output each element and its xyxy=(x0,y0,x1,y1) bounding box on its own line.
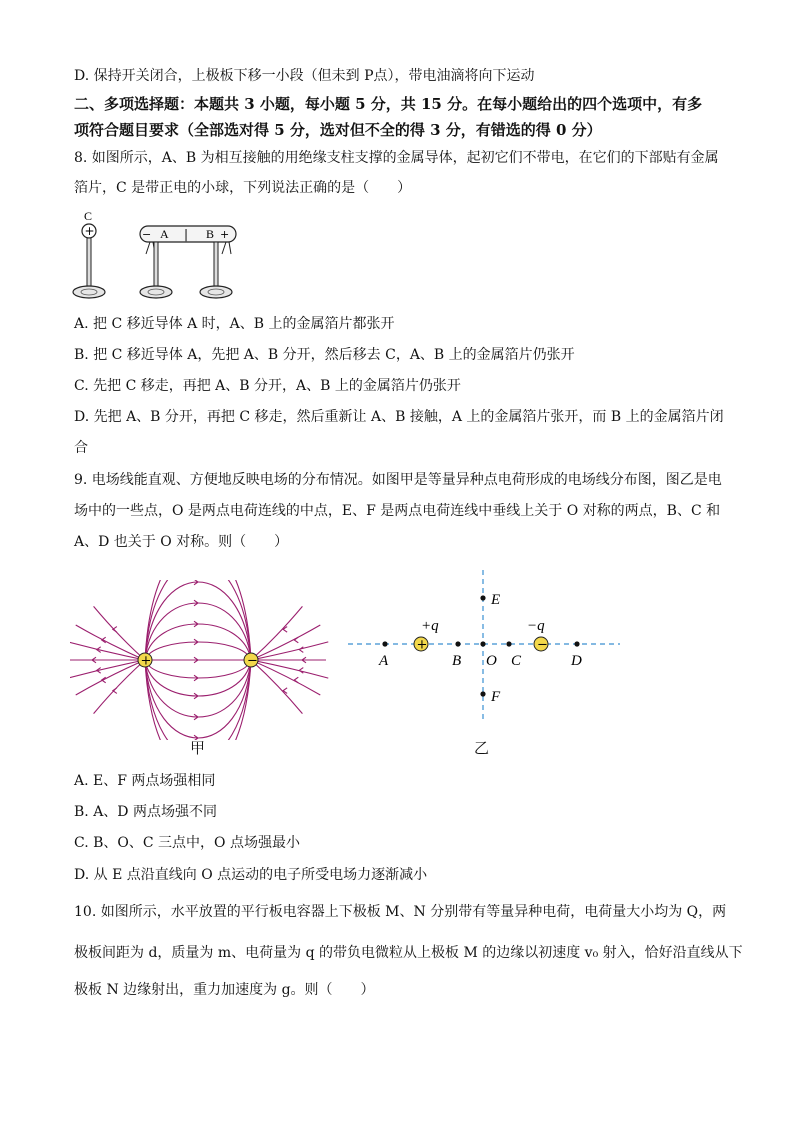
conductor-separator: | xyxy=(184,227,189,241)
field-line-in-5 xyxy=(251,606,302,660)
q10-stem-line1: 10. 如图所示，水平放置的平行板电容器上下极板 M、N 分别带有等量异种电荷，电荷量大小均为 Q，两 xyxy=(74,904,727,920)
label-plus-q: +q xyxy=(421,618,439,634)
point-e xyxy=(480,595,485,600)
label-minus-q: −q xyxy=(527,618,545,634)
q9-stem-line3: A、D 也关于 O 对称。则（ ） xyxy=(74,534,289,550)
q8-option-a: A. 把 C 移近导体 A 时，A、B 上的金属箔片都张开 xyxy=(74,316,395,332)
stand-a-base xyxy=(140,286,172,298)
ball-c-label: C xyxy=(84,209,93,223)
field-arrow-in-2 xyxy=(299,647,303,653)
stand-a-rod xyxy=(154,242,158,288)
q7-option-d: D. 保持开关闭合，上极板下移一小段（但未到 P点），带电油滴将向下运动 xyxy=(74,68,535,84)
field-line-out-0 xyxy=(76,660,145,695)
point-d xyxy=(574,641,579,646)
stand-b-base xyxy=(200,286,232,298)
q9-option-c: C. B、O、C 三点中，O 点场强最小 xyxy=(74,835,300,851)
field-line-arc-2-up xyxy=(145,603,251,660)
point-f xyxy=(480,691,485,696)
conductor-b-label: B xyxy=(206,227,215,241)
stand-c-rod xyxy=(87,238,91,288)
q8-option-d-line2: 合 xyxy=(74,440,88,456)
field-line-out-4 xyxy=(94,660,145,714)
field-line-in-2 xyxy=(251,642,328,660)
q10-stem-line2: 极板间距为 d，质量为 m、电荷量为 q 的带负电微粒从上极板 M 的边缘以初速度 v₀ 射入，恰好沿直线从下 xyxy=(74,945,743,961)
charge-minus-sign: − xyxy=(537,637,548,653)
field-line-arc-2-low xyxy=(145,660,251,717)
figure-yi-caption: 乙 xyxy=(474,739,490,757)
field-line-in-1 xyxy=(251,660,328,678)
point-o xyxy=(480,641,485,646)
figure-jia-caption: 甲 xyxy=(190,739,206,757)
field-line-out-1 xyxy=(70,660,145,678)
conductor-b-plus: + xyxy=(220,228,230,241)
q8-stem-line2: 箔片，C 是带正电的小球，下列说法正确的是（ ） xyxy=(74,180,412,196)
label-b: B xyxy=(452,653,462,669)
conductor-a-label: A xyxy=(160,227,169,241)
label-d: D xyxy=(571,653,582,669)
points-figure xyxy=(345,568,625,728)
section2-heading-line1: 二、多项选择题：本题共 3 小题，每小题 5 分，共 15 分。在每小题给出的四个选项中，有多 xyxy=(74,95,703,113)
ball-c-plus: + xyxy=(84,224,95,238)
q9-stem-line2: 场中的一些点，O 是两点电荷连线的中点，E、F 是两点电荷连线中垂线上关于 O 对称的两点，B、C 和 xyxy=(74,503,721,519)
stand-c-base xyxy=(73,286,105,298)
field-lines xyxy=(70,580,328,740)
field-line-in-4 xyxy=(251,660,302,714)
field-line-in-3 xyxy=(251,625,320,660)
field-arrow-out-4 xyxy=(113,688,117,694)
label-a: A xyxy=(379,653,389,669)
q9-option-d: D. 从 E 点沿直线向 O 点运动的电子所受电场力逐渐减小 xyxy=(74,867,428,883)
q8-option-d-line1: D. 先把 A、B 分开，再把 C 移走，然后重新让 A、B 接触，A 上的金属箔片张开，而 B 上的金属箔片闭 xyxy=(74,409,724,425)
q9-option-a: A. E、F 两点场强相同 xyxy=(74,773,216,789)
stand-b-rod xyxy=(214,242,218,288)
field-arrow-out-5 xyxy=(113,627,117,633)
field-line-out-5 xyxy=(94,606,145,660)
foil-b xyxy=(222,242,231,254)
q8-figure xyxy=(68,206,248,306)
q8-stem-line1: 8. 如图所示，A、B 为相互接触的用绝缘支柱支撑的金属导体，起初它们不带电，在它们的下部贴有金属 xyxy=(74,150,719,166)
q8-option-b: B. 把 C 移近导体 A，先把 A、B 分开，然后移去 C，A、B 上的金属箔片仍张开 xyxy=(74,347,575,363)
q9-option-b: B. A、D 两点场强不同 xyxy=(74,804,217,820)
field-line-in-0 xyxy=(251,660,320,695)
point-a xyxy=(382,641,387,646)
field-arrow-in-3 xyxy=(294,637,298,643)
negative-charge-sign: − xyxy=(247,653,258,669)
section2-heading-line2: 项符合题目要求（全部选对得 5 分，选对但不全的得 3 分，有错选的得 0 分） xyxy=(74,121,602,139)
label-f: F xyxy=(491,689,501,705)
q8-option-c: C. 先把 C 移走，再把 A、B 分开，A、B 上的金属箔片仍张开 xyxy=(74,378,461,394)
conductor-a-minus: − xyxy=(142,228,152,241)
point-c xyxy=(506,641,511,646)
charge-plus-sign: + xyxy=(416,637,428,653)
positive-charge-sign: + xyxy=(140,653,152,669)
field-arrow-in-0 xyxy=(294,677,298,683)
field-lines-figure xyxy=(70,580,330,740)
point-b xyxy=(455,641,460,646)
label-o: O xyxy=(486,653,497,669)
q9-stem-line1: 9. 电场线能直观、方便地反映电场的分布情况。如图甲是等量异种点电荷形成的电场线分布图，图乙是电 xyxy=(74,472,722,488)
label-c: C xyxy=(511,653,522,669)
label-e: E xyxy=(491,592,501,608)
field-line-out-3 xyxy=(76,625,145,660)
field-arrow-in-1 xyxy=(299,668,303,674)
field-line-out-2 xyxy=(70,642,145,660)
field-line-arc-0-up xyxy=(145,642,251,660)
q10-stem-line3: 极板 N 边缘射出，重力加速度为 g。则（ ） xyxy=(74,982,375,998)
field-line-arc-0-low xyxy=(145,660,251,678)
